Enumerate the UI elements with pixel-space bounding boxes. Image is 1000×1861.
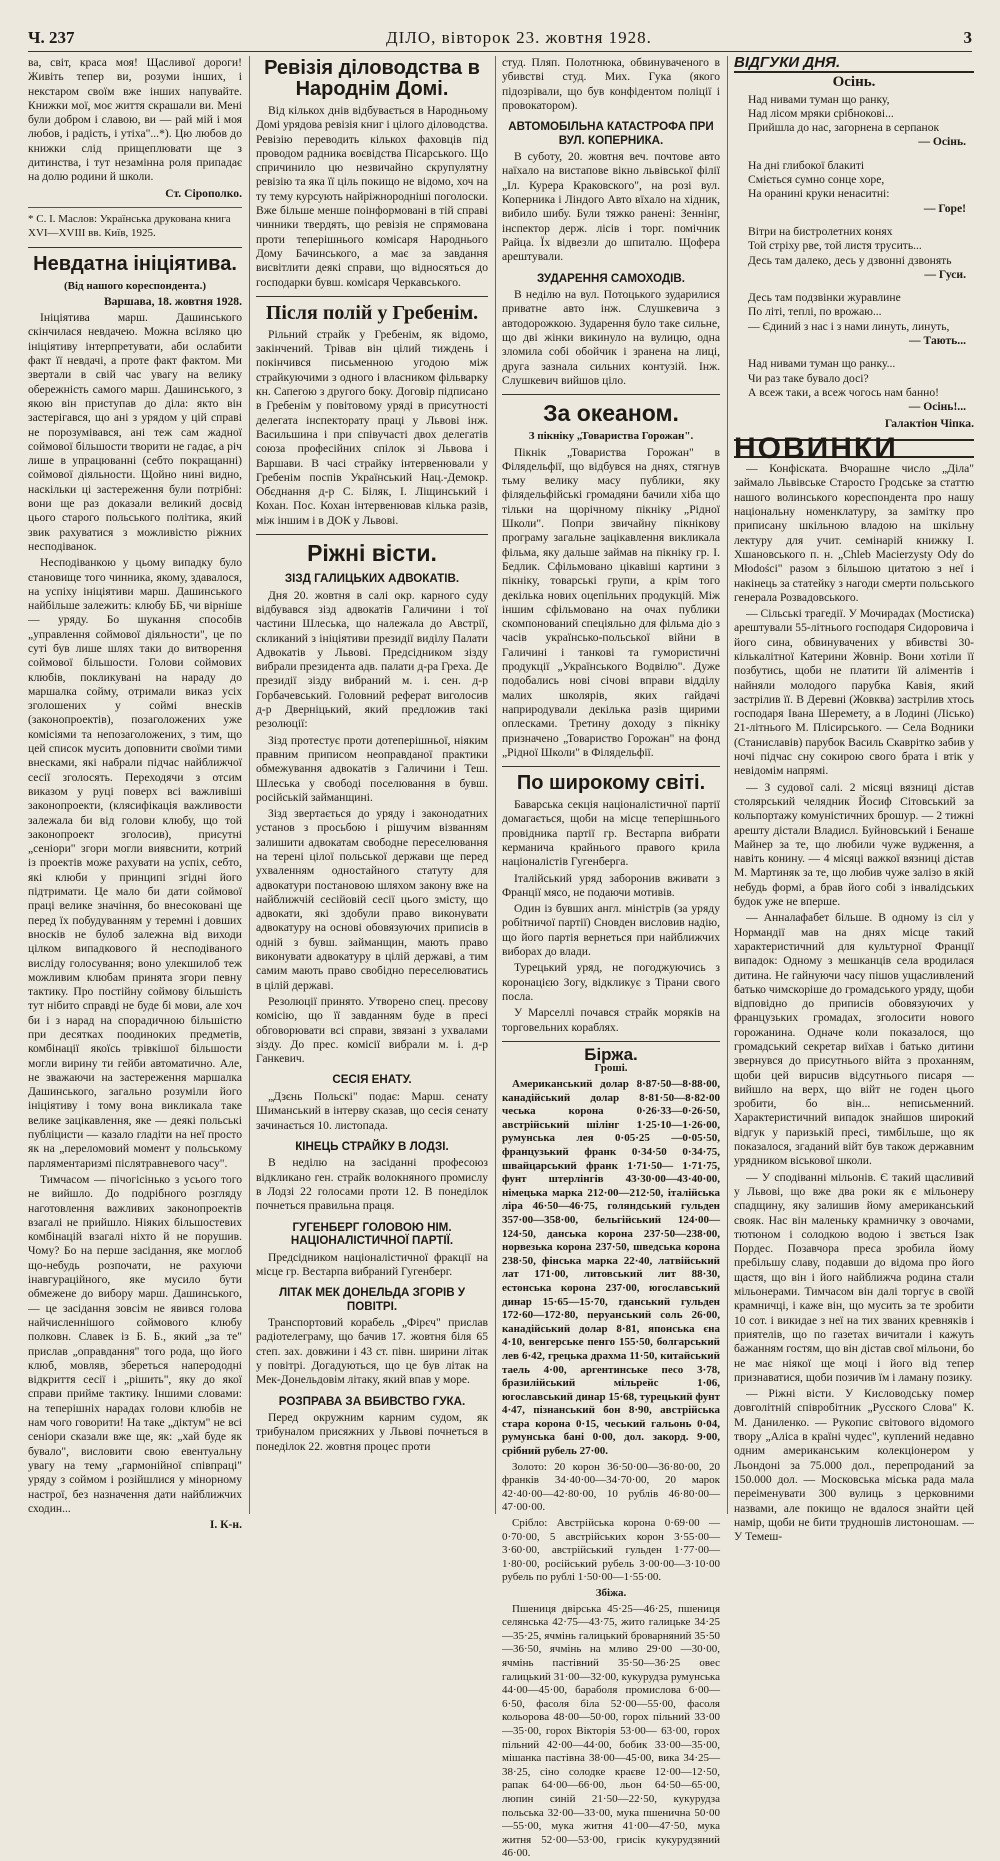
lawyers-congress-text: Зізд звертається до уряду і законодатних установ з просьбою і рішучим візванням залишити адвокатам свободне переселювання на терені цілої польської держави ще перед ухваленням одностайного статуту для адвокатури постановою шляхом закону вже на найближчій сесійовій сесії цього змісту, що адвокати, які здобули право виконувати адвокатуру на основі обовязуючих приписів в одній з бувш. займанщин, мають право виконувати адвокатуру в цілій державі, а тим самим мають право свобідно переселюватись в цілій державі. — [256, 807, 488, 992]
poem-line: Чи раз таке бувало досі? — [748, 371, 869, 385]
poem-refrain: — Гуси. — [924, 267, 966, 281]
poem-line: Прийшла до нас, загорнена в серпанок — [748, 121, 940, 135]
hugenberg-title: ГУГЕНБЕРГ ГОЛОВОЮ НІМ. НАЦІОНАЛІСТИЧНОЇ ПАРТІЇ. — [290, 1220, 454, 1248]
poem-signature: Галактіон Чіпка. — [884, 416, 974, 430]
column-rule — [727, 56, 728, 1514]
divider — [502, 1041, 720, 1042]
echoes-rubric: ВІДГУКИ ДНЯ. — [734, 56, 974, 73]
world-paragraph: Один із бувших англ. міністрів (за уряду робітничої партії) Сновден висловив надію, що його партія вернеться при найближчих виборах до влади. — [502, 902, 720, 959]
intro-text: ва, світ, краса моя! Щасливої дороги! Живіть тепер ви, розуми інших, і некстаром своїм вже інших напувайте. Книжки мої, моє життя скрашали ви. Мені були добром і славою, ви — рай мій і моя любов, і радість, і утіха"...*). Цю любов до книжки слід прищеплювати ще з дитинства, і тут незамінна роля припадає на долю родини й школи. — [28, 56, 242, 184]
article-dateline: Варшава, 18. жовтня 1928. — [103, 294, 242, 308]
poem-line: На дні глибокої блакиті — [748, 158, 865, 172]
poem-line: — Єдиний з нас і з нами линуть, линуть, — [748, 319, 950, 333]
divider — [256, 534, 488, 535]
bourse-silver: Срібло: Австрійська корона 0·69·00 —0·70·00, 5 австрійських корон 3·55·00—3·60·00, австрійський гульден 1·77·00— 1·80·00, російський рубель 3·00·00—3·10·00 рубель по рублі 1·50·00—1·55·00. — [502, 1517, 720, 1584]
column-3 — [502, 56, 720, 1860]
revision-title: Ревізія діловодства в Народнім Домі. — [264, 57, 480, 100]
car-collision-title: ЗУДАРЕННЯ САМОХОДІВ. — [537, 271, 685, 285]
world-paragraph: Баварська секція націоналістичної партії домагається, щоби на місце теперішнього провідника партії гр. Вестарпа вибрати керманича крайнього правого крила націоналістів Гугенберга. — [502, 798, 720, 869]
bourse-grain: Пшениця двірська 45·25—46·25, пшениця селянська 42·75—43·75, жито галицьке 34·25—35·25, ячмінь галицький броварняний 35·50—36·50, ячмінь на мливо 29·00 —30·00, ячмінь пастівний 35·50—36·25 овес галицький 31·00—32·00, кукурудза румунська 44·00—45·00, бараболя промислова 6·00—6·50, фасоля біла 52·00—55·00, фасоля кольорова 48·00—50·00, горох пільний 33·00—35·00, горох Вікторія 53·00— 63·00, горох пільний 42·00—44·00, бобик 33·00—35·00, мішанка пастівна 38·00—45·00, вика 34·25—38·25, сіно солодке краєве 12·00—12·50, рапак 64·00—66·00, льон 64·50—65·00, люпин синій 21·50—22·50, кукурудза польська 32·00—33·00, мука пшенична 50·00—55·00, мука житня 41·00—47·50, мука житня 52·00—53·00, грисік кукурудзяний 46·00. — [502, 1602, 720, 1860]
article-paragraph: Ініціятива марш. Дашинського скінчилася невдачею. Можна всіляко цю ініціятиву інтерпретувати, аби ослабити факт її невдачі, а проте факт фактом. Ми звертали в свій час увагу на велику обережність самого марш. Дашинського, з якою він приступав до діла: якто він застерігався, що ані з урядом у цій справі не порозумівався, ані теж сам жадної соймової більшости творити не гадає, а річ лише в упрацюванні (себто покращанні) соймової діяльности. Щойно нині видно, наскільки ці застереження були потрібні: вони ще раз доказали великий досвід цього старого польського політика, який звик рахуватися з можливістю ріжних несподіванок. — [28, 311, 242, 553]
news-item: — Сільські трагедії. У Мочирадах (Мостиска) арештували 55-літнього господаря Сидоровича і його сина, обвинувачених у вбивстві 30-кількалітної Катерини Жовнір. Вони хотіли її позбутись, щоби не платити їй аліментів і найняли молодого парубка Кавія, який застрілив її. В Деревні (Жовква) застрілив хтось господаря Івана Шеремету, а в Лодині (Лісько) 21-літнього М. Плісирського. — Села Водники (Станиславів) парубок Василь Скаврітко забив у ночі підчас сну сокирою свого брата і втік у невідомім напрямі. — [734, 607, 974, 778]
poem-refrain: — Осінь. — [918, 135, 966, 149]
poem-line: Вітри на бистролетних конях — [748, 224, 893, 238]
grebeniv-text: Рільний страйк у Гребенім, як відомо, закінчений. Трівав він цілий тиждень і покінчився письменною угодою між страйкуючими з одного і власником фільварку кн. Сапегою з другого боку. Договір підписано в Гребенім у повітовому уряді в присутності делегата інспекторату праці у Львові інж. Васильшина і при співучасті двох делегатів союза професійних спілок зі Львова і Варшави. В часі страйку інтервенювали у Гребенім поспів Український Нац.-Демокр. Обєднання д-р С. Біляк, І. Ліщинський і Кохан. Пос. Кохан інтервенював кілька разів, між іншим і в ДОК у Львові. — [256, 327, 488, 527]
news-item: — Ріжні вісти. У Кисловодську помер довголітній співробітник „Русского Слова" К. М. Даниленко. — Рукопис світового відомого твору „Аліса в країні чудес", куплений недавно одним американським колекціонером у Льондоні за 75.000 дол., перепроданий за 150.000 дол. — Московська міська рада мала переіменувати 300 вулиць з церковними назвами, але покищо не вдалося знайти цей намір, щоби не бити трудношів листоношам. — У Темеш- — [734, 1387, 974, 1544]
car-accident-text: В суботу, 20. жовтня веч. почтове авто наїхало на вистапове вікно львівської філії „Іл. Курера Краковского", на розі вул. Коперника і Ліндого Авто вїхало на хідник, вибило шибу. Були тяжко ранені: Зеннінг, інспектор держ. лісів і торг. помічник Райца. Їх відвезли до шпиталю. Щофера арештували. — [502, 150, 720, 264]
revision-text: Від кількох днів відбувається в Народньому Домі урядова ревізія книг і цілого діловодства. Ревізію переводить кількох фаховців під проводом радника воєвідства Пісарського. Що спричинило цю незвичайно скрупулятну ревізію та яка її ціль покищо не відомо, хоч на ту тему курсують найріжнородніші поголоски. Вже більше менше поінформовані в тій справі чинники твердять, що ревізія не спрямована проти теперішнього комісаря Народнього Дому Бачинського, а має за завдання висвітлити деякі справи, що відносяться до господарки бувш. комісаря Черкавського. — [256, 104, 488, 289]
column-rule — [495, 56, 496, 1514]
senate-session-title: СЕСІЯ ЕНАТУ. — [332, 1073, 412, 1087]
senate-session-text: „Дзєнь Польскі" подає: Марш. сенату Шиманський в інтерву сказав, що сесія сенату зачинається 10. листопада. — [256, 1089, 488, 1132]
poem-line: По літі, теплі, по врожаю... — [748, 305, 882, 319]
overseas-subtitle: З пікніку „Товариства Горожан". — [528, 430, 694, 443]
poem-line: Над нивами туман що ранку... — [748, 357, 896, 371]
masthead — [28, 26, 972, 52]
poem-line: Сміється сумно сонце хоре, — [748, 173, 885, 187]
bourse-grain-heading: Збіжа. — [595, 1587, 627, 1600]
lawyers-congress-text: Резолюції принято. Утворено спец. пресову комісію, що її завданням буде в пресі обговорювати всі справи, звязані з ухвалами зізду. До прес. комісії вибрали м. і. д-р Ганкевич. — [256, 994, 488, 1066]
stanza-gap — [734, 282, 974, 291]
divider — [502, 394, 720, 395]
lawyers-congress-text: Зізд протестує проти дотеперішньої, ніяким правним приписом неоправданої практики обмежування адвокатів з Галичини і Теш. Шлеська у свободі поселювання в бувш. російській займанщині. — [256, 733, 488, 804]
footnote: * С. І. Маслов: Українська друкована книга XVI—XVIII вв. Київ, 1925. — [28, 207, 242, 241]
news-section-title: Ріжні вісти. — [307, 540, 437, 567]
plane-text: Транспортовий корабель „Фірєч" прислав радіотелеграму, що бачив 17. жовтня біля 65 степ. зах. довжини і 43 ст. півн. ширини літак у повітрі. Догадуються, що це був літак на Мек-Донельдовім літаку, який впав у море. — [256, 1316, 488, 1387]
world-title: По широкому світі. — [516, 772, 706, 795]
trial-text: Перед окружним карним судом, як трибуналом присяжних у Львові почнеться в понеділок 22. жовтня процес проти — [256, 1411, 488, 1453]
column-2 — [256, 56, 488, 1516]
lodz-strike-title: КІНЕЦЬ СТРАЙКУ В ЛОДЗІ. — [295, 1139, 449, 1153]
lodz-strike-text: В неділю на засіданні професоюз відкликано ген. страйк волокняного промислу в Лодзі 22 голосами проти 12. В понеділок почнеться правильна праця. — [256, 1156, 488, 1213]
grebeniv-title: Після полій у Гребенім. — [265, 301, 479, 324]
world-paragraph: Італійський уряд заборонив вживати з Франції мясо, не подаючи мотивів. — [502, 871, 720, 899]
car-collision-text: В неділю на вул. Потоцького зударилися приватне авто інж. Слушкевича з автодорожкою. Зударення було таке сильне, що дві жінки викинуло на вулицю, одна зломила собі обойчик і зранена на лиці, друга зазнала сильних контузій. Інж. Слушкевич вийшов ціло. — [502, 288, 720, 387]
divider — [502, 766, 720, 767]
poem — [734, 93, 974, 415]
poem-line: Над нивами туман що ранку, — [748, 92, 890, 106]
stanza-gap — [734, 348, 974, 357]
lawyers-congress-title: ЗІЗД ГАЛИЦЬКИХ АДВОКАТІВ. — [284, 572, 460, 586]
poem-refrain: — Горе! — [923, 201, 966, 215]
poem-refrain: — Тають... — [909, 334, 966, 348]
page-number: 3 — [963, 28, 972, 47]
divider — [28, 247, 242, 248]
news-item: — Анналафабет більше. В одному із сіл у Нормандії мав на днях місце такий характеристичний для культурної Франції випадок: Одному з мешканців села вродилася дитина. Не гайнуючи часу пішов ущасливлений батько чимскоріше до громадського уряду, щоби відповідно до приписів обовязуючих у французьких громадах, зголосити нового горожанина. Одначе коли показалося, що громадський секретар виїхав і батько дитини звернувся до присутнього війта з проханням, щоби цей вирucив відсутнього писаря — вийшло на верх, що війт не годен цього зробити, бо він... неписьменний. Характеристичний випадок знайшов широкий відгук у паризькій пресі, тимбільше, що як показалося, згаданий війт був також державним урядником віськової школи. — [734, 911, 974, 1168]
news-items-title: НОВИНКИ — [734, 439, 974, 458]
hugenberg-text: Предсідником націоналістичної фракції на місце гр. Вестарпа вибраний Гугенберг. — [256, 1250, 488, 1278]
bourse-gold: Золото: 20 корон 36·50·00—36·80·00, 20 франків 34·40·00—34·70·00, 20 марок 42·40·00—42·80·00, 10 рублів 46·80·00—47·00·00. — [502, 1460, 720, 1514]
car-accident-title: АВТОМОБІЛЬНА КАТАСТРОФА ПРИ ВУЛ. КОПЕРНИКА. — [508, 120, 714, 147]
column-1 — [28, 56, 242, 1532]
trial-title: РОЗПРАВА ЗА ВБИВСТВО ГУКА. — [278, 1394, 466, 1408]
trial-continuation: студ. Пляп. Полотнюка, обвинуваченого в убивстві студ. Мих. Гука (якого підозрівали, що був конфідентом поліції і провокатором). — [502, 56, 720, 112]
poem-line: А всеж таки, а всеж чогось нам банно! — [748, 385, 940, 399]
article-signature: І. К-н. — [209, 1518, 242, 1532]
stanza-gap — [734, 150, 974, 159]
column-rule — [249, 56, 250, 1514]
divider — [256, 296, 488, 297]
plane-title: ЛІТАК МЕК ДОНЕЛЬДА ЗГОРІВ У ПОВІТРІ. — [278, 1286, 466, 1313]
news-item: — У сподіванні мільонів. Є такий щасливий у Львові, що вже два роки як є мільонеру спадщину, яку залишив йому американський свояк. Нас він маленьку крамничку з овочами, тютюном і солодкою водою і звється Ізак Пордес. Позавчора преса зробила йому пребільшу славу, подавши до відома про його щастя, що він і його найближча родина стали мільонерами. Тимчасом він далі торгує в своїй крамничці, і каже він, що мусить за те зробити 10 сот. і викидае з неї на тих званих кревняків і приятелів, що по газетах вичитали і кажуть бажанням гостям, що він дістав свої мільони, бо не має ніякої ще моці і його від тепер признаватися, щоби позичив їм і ламану позику. — [734, 1170, 974, 1384]
article-paragraph: Несподіванкою у цьому випадку було становище того чинника, якому, здавалося, на успіху ініціятиви марш. Дашинського найбільше залежить: клюбу ББ, чи вірніше — уряду. Бо шукання способів „упрaвлення соймової діяльности", це по суті був лише шлях таки до витворення соймової більшости. Голови соймових клюбів, покликувані на нараду до маршалка сойму, отримали виказ усіх зголошених у соймі внесків (законопроектів), позаголожених уже комісіями та непозаголожених, з тим, що цей список мусить доповнити своїми тими внесками, які набрали підчас найближчої сесії зголосять. Переходячи з отсим виказом у руці поверх всі важливіші законопроекти, (кляcифікація важливости залежала би від голови клюбу, що той законопроект зголосив), присутні „сеніори" згори могли виявснити, котрий із проектів може рахувати на успіх, себто, які клюби у принципі згідні його підтримати. Це мало би дати соймової праці велике значіння, бо внесоковані ще перед їх побудуванням у теремні і довших вносків не булоб залежна від виходи цілком випадкового й несподіваного висліду голосування; воно улекшилоб теж можливим клюбам принята згори певну тактику. Про постійну соймову більшість тут нібито справді не буде бі мови, але хоч би і з нарад на спорадичною більшістю при десятках поодиноких предметів, комбінації якоїсь трівкішої більшости могли вирину ти гейби автоматично. Але, не зважаючи на застереження маршалка Дашинського, загально розуміли його ініціятиву і тому вона викликала таке велике зацікавлення, яке — деякі польські публіцисти — казало гладіти на неї просто як на „переломовий момент у польському парляментаризмі післятравневого часу". — [28, 556, 242, 1170]
bourse-title: Біржа. — [584, 1044, 638, 1064]
intro-signature: Ст. Сірополко. — [165, 186, 242, 200]
issue-number: Ч. 237 — [28, 28, 75, 47]
masthead-title: ДІЛО, вівторок 23. жовтня 1928. — [386, 28, 652, 47]
bourse-section — [502, 1044, 720, 1861]
article-subtitle: (Від нашого кореспондента.) — [63, 279, 207, 292]
poem-line: Десь там далеко, десь у дзвонні дзвонять — [748, 253, 952, 267]
overseas-text: Пікнік „Товариства Горожан" в Філядельфії, що відбувся на днях, стягнув тьму велику масу публики, яку філядельфійські громадяни бачили хіба що тільки на щорічному пікніку „Рідної Школи". Попри звичайну пікнікову програму загальне зацікавлення викликала фільма, яку дальше займав на пікніку гр. І. Бедлик. Сфільмовано цікавіші картини з пікніку, товарські групи, а крім того декілька нових оцепільних продукцій. Між іншим сфільмовано на очах публики скомпонований спеціяльно для фільма діо з часів українсько-польської війни в Галичині і танкові та гумористичні продукції „Українського Водвілю". Дуже подобались нові січові вправи відділу малих школярів, яких гайдачі наприродували декілька разів щирими оплесками. Третину доходу з пікніку призначено „Товариство Горожан" на фонд „Рідної Школи" в Філядельфії. — [502, 445, 720, 759]
bourse-money-heading: Гроші. — [594, 1062, 628, 1075]
column-4 — [734, 54, 975, 1544]
stanza-gap — [734, 216, 974, 225]
poem-refrain: — Осінь!... — [908, 400, 966, 414]
news-item: — Конфіската. Вчорашне число „Діла" займало Львівське Старосто Гродське за статтю нашого волинського кореспондента про нашу національну номенклатуру, за замітку про приписану шкільною владою на шкільну лектуру для учит. семінарій книжку І. Хшановського п. н. „Chleb Macierzysty Ody do Młodości" разом з більшою цитатою з неї і накінець за статейку з нагоди смерти польського генерала Розвадовського. — [734, 462, 975, 604]
bourse-money: Американський долар 8·87·50—8·88·00, канадійський долар 8·81·50—8·82·00 чеська корона 0·26·33—0·26·50, австрійський шілінг 1·25·10—1·26·00, румунська лея 0·05·25 —0·05·50, французький франк 0·34·50 0·34·75, швайцарський франк 1·71·50— 1·71·75, фунт штерлінгів 43·30·00—43·40·00, німецька марка 212·00—212·50, італійська ліра 46·50—46·75, голяндський гульден 357·00—358·00, бельгійський 124·00—124·50, данська корона 237·50—238·00, норвезька корона 237·50, шведська корона 238·50, фінська марка 22·40, латвійський лат 171·00, литовський лит 88·30, естонська корона 237·00, югославський динар 15·65—15·70, гданський гульден 172·60—172·80, перуанський соль 26·00, канадійський долар 8·81, японська єна 4·10, венгерське пенго 155·50, болгарський лев 6·42, грецька драхма 11·50, китайський таель 4·00, аргентинське песо 3·78, бразилійський мільрейс 1·06, югославський динар 15·68, турецький фунт 4·47, пізнанський бон 8·90, австрійська стара корона 0·15, чеський гальонь 0·04, румунська бані 0·00, дол. закорд. 9·00, срібний рубель 27·00. — [502, 1078, 720, 1458]
poem-title: Осінь. — [832, 74, 876, 91]
news-item: — З судової салі. 2 місяці вязниці дістав столярський челядник Йосиф Сітовський за кольпортажу комуністичних брошур. — 2 тижні арешту дістали Владисл. Буйновський і Бенаше Майнер за те, що любили чуже вудження, а навіть конину. — 4 місяці важкої вязниці дістав М. Мартиняк за те, що любив чуже залізо в якій небудь формі, а брав його собі з інвалідських будок уже не вперше. — [734, 780, 974, 909]
world-paragraph: Турецький уряд, не погоджуючись з коронацією Зогу, відкликує з Тірани свого посла. — [502, 961, 720, 1003]
world-paragraph: У Марселлі почався страйк моряків на торговельних кораблях. — [502, 1006, 720, 1034]
article-title: Невдатна ініціятива. — [33, 252, 237, 275]
lawyers-congress-text: Дня 20. жовтня в салі окр. карного суду відбувався зізд адвокатів Галичини і тої частини Шлеська, що належала до Австрії, скликаний з ініціятиви президії виділу Палати Адвокатів у Львові. Предсідником зізду вибрали президента адв. палати д-ра Греха. Де президії зізду вибраний м. і. сен. д-р Горбачевський. Головний реферат виголосив д-р Дверніцький, який предложив такі резолюції: — [256, 588, 488, 731]
poem-line: Той стріху рве, той листя трусить... — [748, 239, 922, 253]
article-paragraph: Тимчасом — пічогісінько з усього того не вийшло. До подрібного розгляду наготовлення важливих законопроектів взагалі не прийшло. Ніяких більшостевих комбінацій взагалі ніхто й не порушив. Чому? Бо на перше засідання, яке моглоб що-небудь розпочати, не рахуючи інавгураційного, яке мусило бути обмежене до вибору марш. Дашинського, — це засідання зовсім не явився голова найчисленнішого соймового клюбу полковн. Славек із Б. Б., який „за те" прислав „оправдання" того рода, що його клюб, мовляв, збереться наперододні відкриття сесії і „рішить", яку до якої справи прийме тактику. Іншими словами: на теперішніх нарадах голови клюбів не нам чого говорити! На таке „діктум" не всі сеніори сказали вже ще, як: „хай буде як бувало", висловити свою евентуальну увагу на тему „гармонійної співпраці" уряду з соймом і розійшлися у мінорному настрої, без назначення дати найближчих сходин... — [28, 1172, 242, 1515]
poem-line: Десь там подзвінки журавлине — [748, 291, 901, 305]
poem-line: Над лісом мряки срібнокові... — [748, 106, 894, 120]
poem-line: На оранині круки ненаситні: — [748, 187, 890, 201]
overseas-title: За океаном. — [543, 400, 679, 427]
